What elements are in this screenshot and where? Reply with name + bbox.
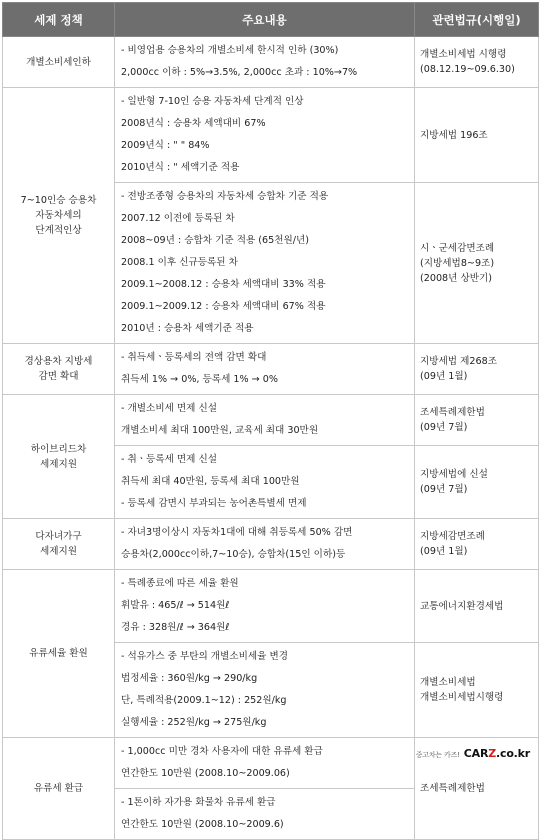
content-line: 2010년식 : " 세액기준 적용 (121, 162, 240, 173)
watermark-brand-z: Z (488, 747, 497, 760)
content-line: - 비영업용 승용차의 개별소비세 한시적 인하 (30%) (121, 45, 339, 56)
policy-cell (3, 570, 115, 738)
content-cell (115, 395, 415, 446)
law-cell (415, 37, 539, 88)
content-line: 실행세율 : 252원/kg → 275원/kg (121, 717, 267, 728)
content-line: 법정세율 : 360원/kg → 290/kg (121, 673, 258, 684)
policy-line: 감면 확대 (38, 371, 79, 382)
content-line: - 전방조종형 승용차의 자동차세 승합차 기준 적용 (121, 191, 329, 202)
content-line: 연간한도 10만원 (2008.10~2009.6) (121, 819, 284, 830)
law-line: 지방세법 196조 (420, 129, 488, 141)
content-line: 2010년 : 승용차 세액기준 적용 (121, 323, 254, 334)
law-line: (09년 7월) (420, 422, 468, 433)
content-line: 2007.12 이전에 등록된 차 (121, 213, 235, 224)
content-line: 2008년식 : 승용차 세액대비 67% (121, 118, 266, 129)
content-line: - 석유가스 중 부탄의 개별소비세율 변경 (121, 651, 288, 662)
content-cell (115, 183, 415, 344)
content-line: - 개별소비세 면제 신설 (121, 403, 218, 414)
header-policy: 세제 정책 (3, 3, 115, 37)
content-line: - 취득세ㆍ등록세의 전액 감면 확대 (121, 352, 267, 363)
watermark-brand-a: CAR (463, 747, 489, 760)
law-line: 개별소비세법 (420, 677, 476, 688)
policy-line: 자동차세의 (35, 210, 82, 221)
content-line: 2008.1 이후 신규등록된 차 (121, 257, 238, 268)
policy-cell (3, 738, 115, 840)
policy-cell (3, 37, 115, 88)
content-line: - 자녀3명이상시 자동차1대에 대해 취등록세 50% 감면 (121, 527, 353, 538)
law-cell (415, 446, 539, 519)
law-line: 지방세법 제268조 (420, 356, 497, 367)
policy-line: 단계적인상 (35, 225, 82, 236)
header-law: 관련법규(시행일) (415, 3, 539, 37)
law-line: (지방세법8~9조) (420, 257, 495, 269)
content-line: 개별소비세 최대 100만원, 교육세 최대 30만원 (121, 425, 319, 436)
content-line: 2,000cc 이하 : 5%→3.5%, 2,000cc 초과 : 10%→7% (121, 67, 358, 78)
law-line: 조세특례제한법 (420, 783, 485, 794)
content-cell (115, 344, 415, 395)
table-row (3, 570, 539, 643)
law-line: 지방세감면조례 (420, 531, 485, 542)
table-row (3, 519, 539, 570)
law-line: (08.12.19~09.6.30) (420, 64, 515, 75)
content-line: 휘발유 : 465/ℓ → 514원ℓ (121, 600, 230, 611)
watermark-prefix: 중고차는 카즈! (415, 751, 460, 759)
table-row (3, 344, 539, 395)
policy-line: 하이브리드차 (30, 443, 87, 455)
content-line: 2009년식 : " " 84% (121, 140, 210, 151)
table-row (3, 395, 539, 446)
law-cell (415, 643, 539, 738)
policy-line: 경상용차 지방세 (24, 356, 93, 367)
law-line: (09년 7월) (420, 484, 468, 495)
policy-cell (3, 344, 115, 395)
watermark-brand-b: .co.kr (496, 747, 530, 760)
content-cell (115, 570, 415, 643)
law-line: (09년 1월) (420, 371, 468, 382)
law-line: 조세특례제한법 (420, 407, 485, 418)
policy-line: 다자녀가구 (35, 531, 82, 542)
content-cell (115, 738, 415, 789)
table-row (3, 88, 539, 183)
content-cell (115, 446, 415, 519)
content-line: 단, 특례적용(2009.1~12) : 252원/kg (121, 695, 287, 706)
policy-line: 개별소비세인하 (26, 56, 91, 68)
tax-policy-table (2, 2, 539, 840)
content-line: 2008~09년 : 승합차 기준 적용 (65천원/년) (121, 235, 310, 246)
content-line: 2009.1~2009.12 : 승용차 세액대비 67% 적용 (121, 301, 326, 312)
content-line: - 특례종료에 따른 세율 환원 (121, 578, 239, 589)
law-cell (415, 570, 539, 643)
header-content: 주요내용 (115, 3, 415, 37)
law-cell (415, 344, 539, 395)
content-line: - 1톤이하 자가용 화물차 유류세 환급 (121, 797, 276, 808)
law-cell (415, 395, 539, 446)
content-line: 연간한도 10만원 (2008.10~2009.06) (121, 768, 290, 779)
content-line: 승용차(2,000cc이하,7~10승), 승합차(15인 이하)등 (121, 549, 346, 560)
policy-cell (3, 88, 115, 344)
content-line: 취득세 최대 40만원, 등록세 최대 100만원 (121, 476, 300, 487)
content-cell (115, 519, 415, 570)
law-line: 지방세법에 신설 (420, 469, 488, 480)
law-cell (415, 183, 539, 344)
law-cell (415, 519, 539, 570)
content-cell (115, 643, 415, 738)
law-cell (415, 88, 539, 183)
content-line: 경유 : 328원/ℓ → 364원ℓ (121, 622, 230, 633)
content-cell (115, 37, 415, 88)
content-cell (115, 789, 415, 840)
policy-cell (3, 395, 115, 519)
policy-line: 유류세 환급 (33, 783, 84, 794)
content-line: - 1,000cc 미만 경차 사용자에 대한 유류세 환급 (121, 746, 323, 757)
law-line: 개별소비세법시행령 (420, 692, 504, 703)
policy-cell (3, 519, 115, 570)
content-line: - 일반형 7-10인 승용 자동차세 단계적 인상 (121, 96, 304, 107)
table-row (3, 37, 539, 88)
header-row (3, 3, 539, 37)
policy-line: 유류세율 환원 (29, 648, 88, 659)
policy-line: 세제지원 (39, 458, 78, 470)
law-line: 개별소비세법 시행령 (420, 49, 507, 60)
carz-watermark (416, 747, 530, 760)
law-line: 시ㆍ군세감면조례 (420, 242, 495, 254)
policy-line: 세제지원 (39, 546, 78, 557)
law-line: (2008년 상반기) (420, 272, 493, 284)
content-line: - 등록세 감면시 부과되는 농어촌특별세 면제 (121, 498, 307, 509)
law-line: (09년 1월) (420, 546, 468, 557)
table-row (3, 738, 539, 789)
content-line: 취득세 1% → 0%, 등록세 1% → 0% (121, 374, 278, 385)
policy-line: 7~10인승 승용차 (20, 195, 97, 206)
content-line: 2009.1~2008.12 : 승용차 세액대비 33% 적용 (121, 279, 326, 290)
content-cell (115, 88, 415, 183)
law-line: 교통에너지환경세법 (420, 600, 504, 612)
content-line: - 취ㆍ등록세 면제 신설 (121, 454, 218, 465)
